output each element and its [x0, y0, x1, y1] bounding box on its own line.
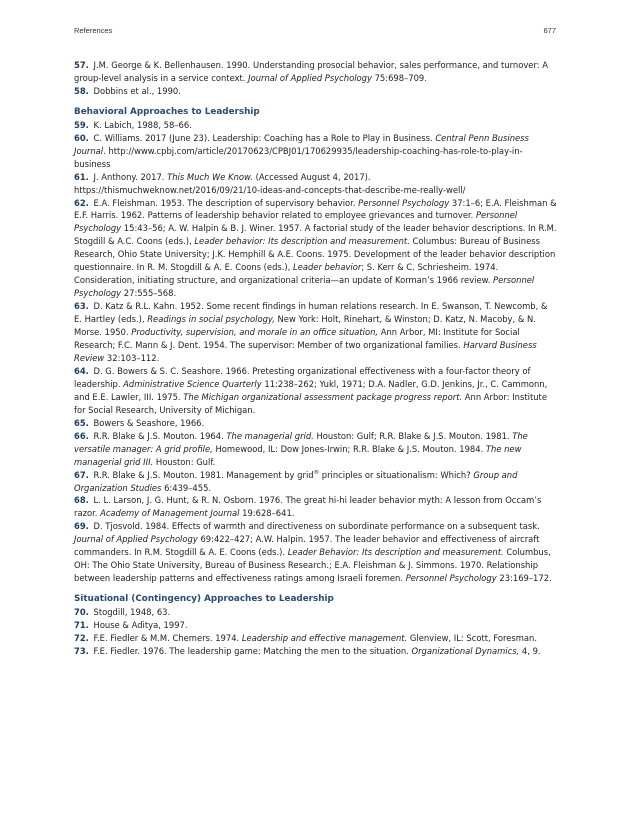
reference-list [74, 59, 558, 658]
reference-text: Houston: Gulf. [153, 456, 216, 467]
reference-title: Harvard Business Review [74, 340, 537, 363]
reference-text: 27:555–568. [121, 288, 177, 299]
reference-text: Columbus, OH: The Ohio State University, Bureau of Business Research.; E.A. Fleishman & J. Simmons. 1970. Relationship between leadership patterns and effectiveness ratings among Israeli foremen. [74, 547, 551, 584]
reference-title: Productivity, supervision, and morale in an office situation, [131, 327, 379, 338]
reference-number: 58. [74, 85, 89, 96]
reference-text: Homewood, IL: Dow Jones-Irwin; R.R. Blake & J.S. Mouton. 1984. [212, 443, 486, 454]
reference-text: 75:698–709. [371, 72, 427, 83]
reference-title: Leader behavior: Its description and measurement. [194, 236, 410, 247]
reference-text: D. Katz & R.L. Kahn. 1952. Some recent findings in human relations research. In E. Swanson, T. Newcomb, & E. Hartley (eds.), [74, 301, 548, 325]
reference-entry [74, 606, 558, 619]
reference-number: 64. [74, 365, 89, 376]
reference-number: 72. [74, 632, 89, 643]
reference-text: F.E. Fiedler & M.M. Chemers. 1974. [93, 632, 242, 643]
reference-number: 57. [74, 60, 89, 70]
running-head-title: References [74, 26, 113, 35]
reference-text: principles or situationalism: Which? [319, 469, 474, 480]
reference-number: 69. [74, 521, 89, 532]
reference-text: 69:422–427; A.W. Halpin. 1957. The leader behavior and effectiveness of aircraft commanders. In R.M. Stogdill & A. E. Coons (eds.). [74, 534, 540, 558]
reference-text: ; S. Kerr & C. Schriesheim. 1974. Consideration, initiating structure, and organizational criteria—an update of Korman’s 1966 review. [74, 262, 499, 286]
reference-title: Academy of Management Journal [100, 508, 240, 519]
reference-title: Group and Organization Studies [74, 469, 518, 493]
reference-entry [74, 520, 558, 585]
reference-title: This Much We Know. [167, 171, 253, 182]
reference-text: 37:1–6; E.A. Fleishman & E.F. Harris. 1962. Patterns of leadership behavior related to employee grievances and turnover. [74, 197, 557, 221]
reference-text: 23:169–172. [496, 573, 552, 584]
reference-text: R.R. Blake & J.S. Mouton. 1981. Management by grid [93, 469, 314, 480]
reference-title: Personnel Psychology [358, 197, 450, 208]
section-heading: Behavioral Approaches to Leadership [74, 106, 260, 117]
reference-title: The Michigan organizational assessment package progress report. [183, 391, 463, 402]
reference-title: Leader Behavior: Its description and measurement. [287, 547, 504, 558]
reference-text: 32:103–112. [104, 352, 160, 363]
reference-text: . http://www.cpbj.com/article/20170623/CPBJ01/170629935/leadership-coaching-has-role-to-play-in-business [74, 145, 523, 169]
reference-text: Bowers & Seashore, 1966. [93, 417, 205, 428]
reference-title: Journal of Applied Psychology [248, 72, 372, 83]
reference-title: Journal of Applied Psychology [74, 534, 198, 545]
reference-title: The new managerial grid III. [74, 443, 522, 467]
reference-number: 65. [74, 417, 89, 428]
reference-number: 70. [74, 607, 89, 618]
reference-entry [74, 430, 558, 469]
reference-entry [74, 197, 558, 301]
reference-entry [74, 171, 558, 197]
reference-text: Stogdill, 1948, 63. [93, 607, 171, 618]
reference-text: 19:628–641. [239, 508, 295, 519]
reference-entry [74, 494, 558, 520]
reference-entry [74, 619, 558, 632]
reference-entry [74, 469, 558, 495]
reference-number: 59. [74, 119, 89, 130]
reference-text: D. Tjosvold. 1984. Effects of warmth and directiveness on subordinate performance on a subsequent task. [93, 521, 540, 532]
reference-text: 4, 9. [519, 645, 541, 656]
reference-entry [74, 365, 558, 417]
reference-title: Personnel Psychology [74, 275, 535, 299]
reference-text: R.R. Blake & J.S. Mouton. 1964. [93, 430, 227, 441]
reference-text: (Accessed August 4, 2017). https://thismuchweknow.net/2016/09/21/10-ideas-and-concepts-that-describe-me-really-well/ [74, 171, 466, 195]
reference-text: J. Anthony. 2017. [93, 171, 168, 182]
reference-entry [74, 119, 558, 132]
reference-entry [74, 417, 558, 430]
reference-number: 63. [74, 301, 89, 312]
reference-text: F.E. Fiedler. 1976. The leadership game: Matching the men to the situation. [93, 645, 412, 656]
reference-title: The versatile manager: A grid profile, [74, 430, 528, 454]
reference-text: House & Aditya, 1997. [93, 620, 188, 631]
reference-text: New York: Holt, Rinehart, & Winston; D. Katz, N. Macoby, & N. Morse. 1950. [74, 314, 536, 338]
reference-text: Dobbins et al., 1990. [93, 85, 181, 96]
reference-entry [74, 59, 558, 85]
reference-text: C. Williams. 2017 (June 23). Leadership: Coaching has a Role to Play in Business. [93, 132, 436, 143]
reference-text: Ann Arbor: Institute for Social Research, University of Michigan. [74, 391, 547, 415]
reference-text: J.M. George & K. Bellenhausen. 1990. Understanding prosocial behavior, sales performance, and turnover: A group-level analysis in a service context. [74, 60, 548, 83]
reference-text: K. Labich, 1988, 58–66. [93, 119, 192, 130]
reference-number: 60. [74, 132, 89, 143]
reference-number: 61. [74, 171, 89, 182]
reference-title: Personnel Psychology [74, 210, 518, 234]
reference-title: Leadership and effective management. [241, 632, 408, 643]
reference-title: Readings in social psychology, [147, 314, 275, 325]
reference-title: Central Penn Business Journal [74, 132, 529, 156]
reference-text: Glenview, IL: Scott, Foresman. [407, 632, 538, 643]
reference-text: Ann Arbor, MI: Institute for Social Research; F.C. Mann & J. Dent. 1954. The supervisor: Member of two organizational families. [74, 327, 520, 351]
reference-text: 15:43–56; A. W. Halpin & B. J. Winer. 1957. A factorial study of the leader behavior descriptions. In R.M. Stogdill & A.C. Coons (eds.), [74, 223, 557, 247]
reference-text: E.A. Fleishman. 1953. The description of supervisory behavior. [93, 197, 359, 208]
reference-number: 73. [74, 645, 89, 656]
reference-text: 6:439–455. [161, 482, 212, 493]
reference-number: 67. [74, 469, 89, 480]
page-number: 677 [543, 26, 556, 35]
reference-title: Organizational Dynamics, [411, 645, 520, 656]
reference-number: 66. [74, 430, 89, 441]
reference-number: 71. [74, 620, 89, 631]
reference-title: Leader behavior [293, 262, 362, 273]
reference-entry [74, 632, 558, 645]
reference-text: L. L. Larson, J. G. Hunt, & R. N. Osborn. 1976. The great hi-hi leader behavior myth: A lesson from Occam’s razor. [74, 495, 542, 519]
reference-title: Administrative Science Quarterly [123, 378, 262, 389]
reference-number: 68. [74, 495, 89, 506]
reference-entry [74, 300, 558, 365]
reference-title: Personnel Psychology [405, 573, 497, 584]
reference-text: Houston: Gulf; R.R. Blake & J.S. Mouton. 1981. [313, 430, 513, 441]
reference-entry [74, 645, 558, 658]
reference-title: The managerial grid. [226, 430, 314, 441]
reference-entry [74, 85, 558, 98]
reference-entry [74, 132, 558, 171]
section-heading: Situational (Contingency) Approaches to Leadership [74, 594, 334, 605]
reference-text: D. G. Bowers & S. C. Seashore. 1966. Pretesting organizational effectiveness with a four-factor theory of leadership. [74, 365, 531, 389]
registered-mark: ® [313, 469, 320, 476]
reference-number: 62. [74, 197, 89, 208]
reference-text: 11:238–262; Yukl, 1971; D.A. Nadler, G.D. Jenkins, Jr., C. Cammonn, and E.E. Lawler, III. 1975. [74, 378, 548, 402]
reference-text: Columbus: Bureau of Business Research, Ohio State University; J.K. Hemphill & A.E. Coons. 1975. Development of the leader behavior description questionnaire. In R. M. Stogdill & A. E. Coons (eds.), [74, 236, 556, 273]
